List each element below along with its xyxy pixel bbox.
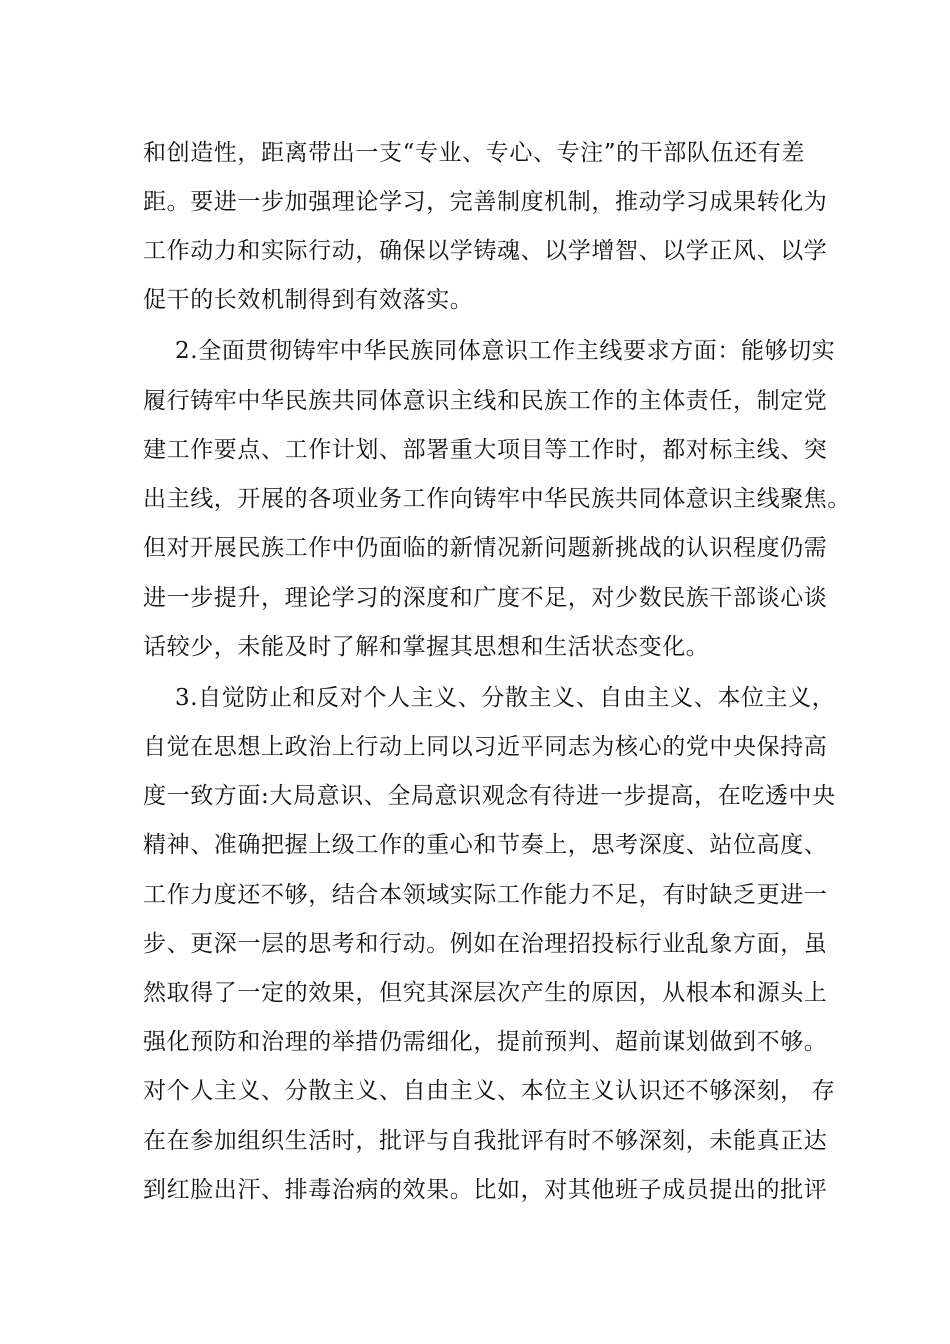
text-line: 对个人主义、分散主义、自由主义、本位主义认识还不够深刻， 存 — [143, 1078, 836, 1104]
text-line: 然取得了一定的效果，但究其深层次产生的原因，从根本和源头上 — [143, 980, 828, 1006]
text-line: 距。要进一步加强理论学习，完善制度机制，推动学习成果转化为 — [143, 189, 828, 215]
text-line: 精神、准确把握上级工作的重心和节奏上，思考深度、站位高度、 — [143, 832, 828, 858]
text-line: 和创造性，距离带出一支“专业、专心、专注”的干部队伍还有差 — [143, 140, 805, 166]
text-line: 度一致方面:大局意识、全局意识观念有待进一步提高，在吃透中央 — [143, 783, 836, 809]
text-line: 强化预防和治理的举措仍需细化，提前预判、超前谋划做到不够。 — [143, 1029, 828, 1055]
text-line: 促干的长效机制得到有效落实。 — [143, 287, 474, 313]
text-line: 工作力度还不够，结合本领域实际工作能力不足，有时缺乏更进一 — [143, 882, 828, 908]
text-line: 出主线，开展的各项业务工作向铸牢中华民族共同体意识主线聚焦。 — [143, 486, 851, 512]
text-line: 进一步提升，理论学习的深度和广度不足，对少数民族干部谈心谈 — [143, 585, 828, 611]
text-line: 建工作要点、工作计划、部署重大项目等工作时，都对标主线、突 — [143, 437, 828, 463]
text-line: 自觉在思想上政治上行动上同以习近平同志为核心的党中央保持高 — [143, 734, 828, 760]
text-line: 3.自觉防止和反对个人主义、分散主义、自由主义、本位主义， — [175, 685, 836, 711]
text-line: 在在参加组织生活时，批评与自我批评有时不够深刻，未能真正达 — [143, 1128, 828, 1154]
text-line: 工作动力和实际行动，确保以学铸魂、以学增智、以学正风、以学 — [143, 238, 828, 264]
text-line: 但对开展民族工作中仍面临的新情况新问题新挑战的认识程度仍需 — [143, 535, 828, 561]
text-line: 步、更深一层的思考和行动。例如在治理招投标行业乱象方面，虽 — [143, 931, 828, 957]
text-line: 履行铸牢中华民族共同体意识主线和民族工作的主体责任，制定党 — [143, 388, 828, 414]
text-line: 到红脸出汗、排毒治病的效果。比如，对其他班子成员提出的批评 — [143, 1177, 828, 1203]
text-line: 话较少，未能及时了解和掌握其思想和生活状态变化。 — [143, 634, 710, 660]
text-line: 2.全面贯彻铸牢中华民族同体意识工作主线要求方面：能够切实 — [175, 338, 836, 364]
